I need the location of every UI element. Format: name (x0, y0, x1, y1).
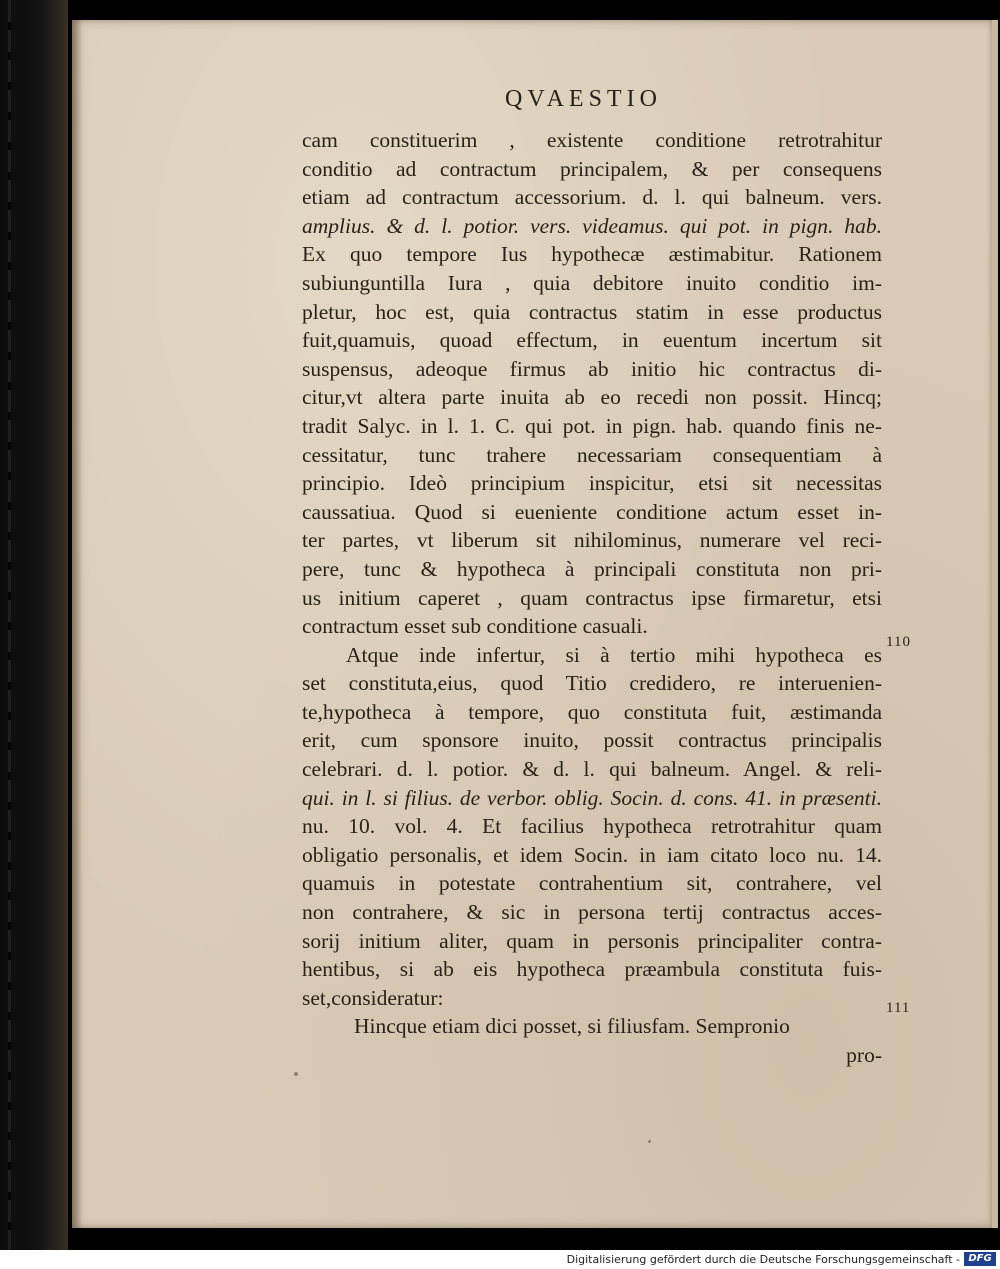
text-line: suspensus, adeoque firmus ab initio hic contractus di- (302, 356, 882, 381)
text-line: etiam ad contractum accessorium. d. l. qui balneum. vers. (302, 185, 882, 210)
text-line: Atque inde infertur, si à tertio mihi hypotheca es (346, 642, 882, 667)
text-line: te,hypotheca à tempore, quo constituta fuit, æstimanda (302, 699, 882, 724)
text-line: set,consideratur: (302, 985, 444, 1010)
margin-number: 110 (886, 634, 911, 650)
text-line: hentibus, si ab eis hypotheca præambula constituta fuis- (302, 957, 882, 982)
gutter-shadow (72, 20, 82, 1228)
text-line: tradit Salyc. in l. 1. C. qui pot. in pign. hab. quando finis ne- (302, 413, 882, 438)
text-line: pletur, hoc est, quia contractus statim in esse productus (302, 299, 882, 324)
text-line: Ex quo tempore Ius hypothecæ æstimabitur. Rationem (302, 242, 882, 267)
text-line: cessitatur, tunc trahere necessariam consequentiam à (302, 442, 882, 467)
book-spine-edge (0, 0, 68, 1250)
text-line: quamuis in potestate contrahentium sit, contrahere, vel (302, 871, 882, 896)
text-line: obligatio personalis, et idem Socin. in iam citato loco nu. 14. (302, 842, 882, 867)
text-line: non contrahere, & sic in persona tertij contractus acces- (302, 900, 882, 925)
text-line: citur,vt altera parte inuita ab eo recedi non possit. Hincq; (302, 385, 882, 410)
margin-number: 111 (886, 1000, 911, 1016)
text-line: conditio ad contractum principalem, & per consequens (302, 156, 882, 181)
catchword: pro- (846, 1043, 882, 1067)
text-line: ter partes, vt liberum sit nihilominus, numerare vel reci- (302, 528, 882, 553)
text-line: set constituta,eius, quod Titio credidero, re interuenien- (302, 671, 882, 696)
text-line: qui. in l. si filius. de verbor. oblig. Socin. d. cons. 41. in præsenti. (302, 785, 882, 810)
text-line: amplius. & d. l. potior. vers. videamus. qui pot. in pign. hab. (302, 213, 882, 238)
text-line: contractum esset sub conditione casuali. (302, 614, 648, 639)
text-line: principio. Ideò principium inspicitur, etsi sit necessitas (302, 471, 882, 496)
text-line: nu. 10. vol. 4. Et facilius hypotheca retrotrahitur quam (302, 814, 882, 839)
dfg-logo: DFG (964, 1252, 996, 1266)
text-line: caussatiua. Quod si eueniente conditione actum esset in- (302, 499, 882, 524)
text-line: erit, cum sponsore inuito, possit contractus principalis (302, 728, 882, 753)
running-head: QVAESTIO (505, 86, 662, 112)
text-line: Hincque etiam dici posset, si filiusfam. Sempronio (354, 1014, 790, 1039)
text-line: pere, tunc & hypotheca à principali constituta non pri- (302, 556, 882, 581)
text-line: celebrari. d. l. potior. & d. l. qui balneum. Angel. & reli- (302, 757, 882, 782)
text-line: subiunguntilla Iura , quia debitore inuito conditio im- (302, 270, 882, 295)
funding-credit: Digitalisierung gefördert durch die Deutsche Forschungsgemeinschaft - (566, 1253, 960, 1266)
paper-speck (294, 1072, 298, 1076)
paper-speck (648, 1140, 651, 1143)
text-line: cam constituerim , existente conditione retrotrahitur (302, 128, 882, 152)
text-line: fuit,quamuis, quoad effectum, in euentum incertum sit (302, 328, 882, 353)
text-line: us initium caperet , quam contractus ipse firmaretur, etsi (302, 585, 882, 610)
body-text (302, 126, 882, 1070)
text-line: sorij initium aliter, quam in personis principaliter contra- (302, 928, 882, 953)
